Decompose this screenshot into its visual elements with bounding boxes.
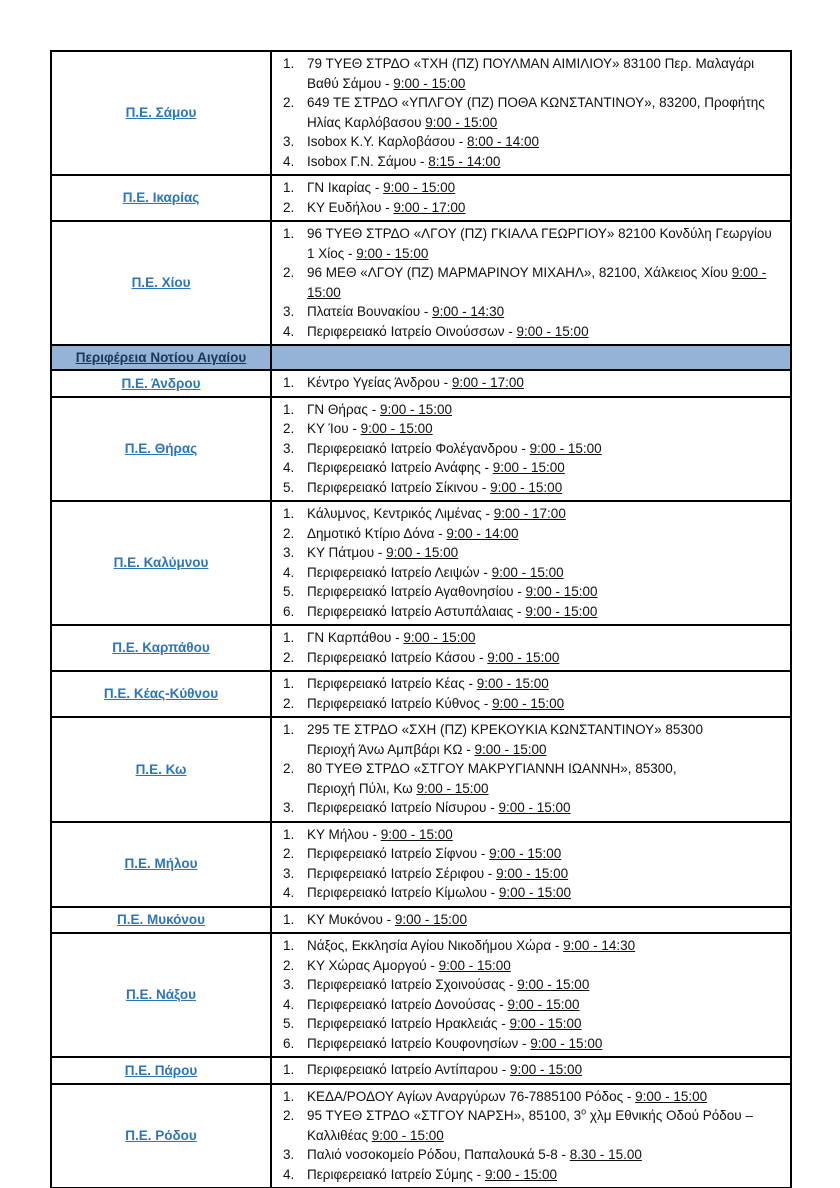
section-header-cell	[52, 346, 272, 369]
region-link[interactable]: Π.Ε. Θήρας	[124, 441, 198, 456]
facility-list	[280, 224, 778, 341]
region-link[interactable]: Π.Ε. Καλύμνου	[113, 555, 209, 571]
facility-hours: 9:00 - 14:30	[563, 938, 636, 953]
facility-item	[280, 198, 778, 218]
facility-item	[280, 956, 778, 976]
facility-text: Παλιό νοσοκομείο Ρόδου, Παπαλουκά 5-8 -	[307, 1147, 570, 1162]
facility-list	[280, 628, 778, 667]
facilities-cell	[272, 672, 790, 716]
facility-text: Περιφερειακό Ιατρείο Κέας -	[307, 676, 477, 691]
region-link[interactable]: Π.Ε. Χίου	[131, 275, 191, 291]
facility-text: Περιφερειακό Ιατρείο Κίμωλου -	[307, 885, 499, 900]
region-cell	[52, 371, 272, 396]
facility-item	[280, 1087, 778, 1107]
facility-hours: 9:00 - 15:00	[490, 479, 563, 495]
facility-hours: 9:00 - 15:00	[484, 1166, 557, 1182]
facility-text: ΚΥ Πάτμου -	[307, 545, 387, 560]
table-row	[52, 396, 790, 501]
facility-item	[280, 798, 778, 818]
region-link[interactable]: Π.Ε. Ικαρίας	[122, 190, 200, 206]
facility-hours: 9:00 - 17:00	[393, 199, 466, 215]
facility-item	[280, 263, 778, 302]
schedule-table	[50, 50, 792, 1188]
table-row	[52, 174, 790, 220]
facility-item	[280, 936, 778, 956]
facility-hours: 9:00 - 15:00	[498, 885, 571, 900]
region-cell	[52, 222, 272, 344]
facility-item	[280, 674, 778, 694]
table-row	[52, 52, 790, 174]
facility-item	[280, 1106, 778, 1145]
region-cell	[52, 908, 272, 933]
facility-hours: 9:00 - 14:00	[446, 525, 519, 541]
facility-hours: 9:00 - 15:00	[425, 114, 498, 130]
region-cell	[52, 823, 272, 906]
facility-text: χλμ Εθνικής Οδού Ρόδου – Καλλιθέας	[307, 1108, 753, 1143]
region-cell	[52, 1085, 272, 1188]
facility-item	[280, 720, 778, 759]
facility-hours: 9:00 - 14:30	[432, 304, 505, 319]
facility-text: Περιφερειακό Ιατρείο Ανάφης -	[307, 460, 493, 475]
region-cell	[52, 52, 272, 174]
facility-hours: 9:00 - 15:00	[394, 911, 467, 927]
facility-hours: 9:00 - 15:00	[476, 676, 549, 691]
section-header-row	[52, 344, 790, 369]
facilities-cell	[272, 1058, 790, 1083]
section-header-empty-cell	[272, 346, 790, 369]
facility-item	[280, 995, 778, 1015]
facility-item	[280, 628, 778, 648]
facility-list	[280, 400, 778, 498]
facility-item	[280, 373, 778, 393]
facility-item	[280, 1060, 778, 1080]
facility-item	[280, 1165, 778, 1185]
facility-item	[280, 883, 778, 903]
facility-hours: 9:00 - 15:00	[530, 1035, 603, 1051]
facility-item	[280, 322, 778, 342]
facility-item	[280, 54, 778, 93]
facility-item	[280, 543, 778, 563]
facility-hours: 9:00 - 15:00	[386, 545, 459, 560]
facility-item	[280, 759, 778, 798]
facility-text: Δημοτικό Κτίριο Δόνα -	[307, 525, 447, 541]
facility-item	[280, 224, 778, 263]
facility-hours: 9:00 - 15:00	[360, 421, 433, 436]
facility-item	[280, 825, 778, 845]
facility-list	[280, 825, 778, 903]
facility-text: Πλατεία Βουνακίου -	[307, 304, 433, 319]
facility-hours: 9:00 - 15:00	[498, 800, 571, 815]
facility-item	[280, 563, 778, 583]
region-link[interactable]: Π.Ε. Μυκόνου	[116, 912, 206, 927]
facility-text: Περιφερειακό Ιατρείο Αγαθονησίου -	[307, 584, 526, 599]
facility-hours: 9:00 - 15:00	[356, 245, 429, 261]
region-link[interactable]: Π.Ε. Καρπάθου	[112, 640, 210, 656]
facility-hours: 9:00 - 15:00	[371, 1127, 444, 1143]
facility-hours: 9:00 - 15:00	[380, 826, 453, 842]
facilities-cell	[272, 908, 790, 933]
facility-hours: 9:00 - 15:00	[491, 564, 564, 580]
facility-hours: 9:00 - 15:00	[489, 846, 562, 861]
facility-text: Περιφερειακό Ιατρείο Κάσου -	[307, 649, 488, 665]
facility-hours: 9:00 - 15:00	[492, 695, 565, 711]
region-link[interactable]: Π.Ε. Σάμου	[125, 105, 197, 121]
facility-item	[280, 93, 778, 132]
facility-text: Περιφερειακό Ιατρείο Νίσυρου -	[307, 800, 499, 815]
facility-list	[280, 1087, 778, 1185]
facility-text: Isobox Κ.Υ. Καρλοβάσου -	[307, 134, 467, 149]
facility-list	[280, 910, 778, 930]
facility-item	[280, 1034, 778, 1054]
facility-hours: 8:15 - 14:00	[428, 153, 501, 169]
facility-hours: 9:00 - 15:00	[438, 957, 511, 973]
facility-hours: 9:00 - 15:00	[474, 741, 547, 757]
facility-list	[280, 1060, 778, 1080]
facilities-cell	[272, 934, 790, 1056]
facility-hours: 9:00 - 15:00	[529, 440, 602, 456]
region-cell	[52, 934, 272, 1056]
facility-text: Isobox Γ.Ν. Σάμου -	[307, 153, 429, 169]
facility-hours: 9:00 - 15:00	[517, 977, 590, 992]
facility-text: 649 ΤΕ ΣΤΡΔΟ «ΥΠΛΓΟΥ (ΠΖ) ΠΟΘΑ ΚΩΝΣΤΑΝΤΙΝΟΥ», 83200, Προφήτης Ηλίας Καρλόβασου	[307, 95, 765, 130]
facility-hours: 9:00 - 15:00	[516, 323, 589, 339]
region-link[interactable]: Π.Ε. Πάρου	[124, 1062, 198, 1078]
facility-item	[280, 582, 778, 602]
facility-item	[280, 439, 778, 459]
facility-hours: 9:00 - 15:00	[403, 630, 476, 645]
facility-text: ΚΕΔΑ/ΡΟΔΟΥ Αγίων Αναργύρων 76-7885100 Ρόδος -	[307, 1088, 636, 1104]
facilities-cell	[272, 398, 790, 501]
region-cell	[52, 626, 272, 670]
facility-item	[280, 602, 778, 622]
facility-text: 96 ΤΥΕΘ ΣΤΡΔΟ «ΛΓΟΥ (ΠΖ) ΓΚΙΑΛΑ ΓΕΩΡΓΙΟΥ» 82100 Κονδύλη Γεωργίου 1 Χίος -	[307, 226, 772, 261]
facility-hours: 8:00 - 14:00	[466, 134, 540, 149]
facility-item	[280, 864, 778, 884]
facilities-cell	[272, 222, 790, 344]
facility-item	[280, 178, 778, 198]
facilities-cell	[272, 52, 790, 174]
facility-hours: 9:00 - 15:00	[487, 649, 560, 665]
facility-hours: 9:00 - 15:00	[525, 584, 598, 599]
facility-text: 79 ΤΥΕΘ ΣΤΡΔΟ «ΤΧΗ (ΠΖ) ΠΟΥΛΜΑΝ ΑΙΜΙΛΙΟΥ» 83100 Περ. Μαλαγάρι Βαθύ Σάμου -	[307, 56, 755, 91]
facility-text: Περιφερειακό Ιατρείο Αστυπάλαιας -	[307, 603, 526, 619]
facilities-cell	[272, 718, 790, 821]
facility-hours: 9:00 - 15:00	[307, 265, 767, 300]
region-link[interactable]: Π.Ε. Κέας-Κύθνου	[103, 686, 219, 702]
facility-text: 96 ΜΕΘ «ΛΓΟΥ (ΠΖ) ΜΑΡΜΑΡΙΝΟΥ ΜΙΧΑΗΛ», 82100, Χάλκειος Χίου	[307, 265, 732, 280]
facility-list	[280, 178, 778, 217]
facility-text: ΓΝ Θήρας -	[307, 401, 380, 417]
facility-hours: 9:00 - 15:00	[510, 1062, 583, 1077]
region-link[interactable]: Π.Ε. Νάξου	[125, 987, 196, 1003]
facility-list	[280, 373, 778, 393]
facilities-cell	[272, 176, 790, 220]
facility-hours: 9:00 - 17:00	[493, 506, 566, 521]
facility-item	[280, 524, 778, 544]
ordinal-superscript: ο	[581, 1106, 587, 1117]
facility-list	[280, 504, 778, 621]
facility-text: Περιφερειακό Ιατρείο Σέριφου -	[307, 865, 497, 881]
table-row	[52, 369, 790, 396]
facility-hours: 9:00 - 15:00	[379, 401, 452, 417]
facility-list	[280, 936, 778, 1053]
facility-text: ΚΥ Ίου -	[307, 421, 361, 436]
facility-hours: 9:00 - 15:00	[416, 780, 489, 796]
region-cell	[52, 1058, 272, 1083]
facilities-cell	[272, 1085, 790, 1188]
facilities-cell	[272, 502, 790, 624]
facility-text: 295 ΤΕ ΣΤΡΔΟ «ΣΧΗ (ΠΖ) ΚΡΕΚΟΥΚΙΑ ΚΩΝΣΤΑΝΤΙΝΟΥ» 85300	[307, 722, 703, 737]
facility-text: Περιφερειακό Ιατρείο Κύθνος -	[307, 695, 493, 711]
facilities-cell	[272, 371, 790, 396]
table-row	[52, 220, 790, 344]
facility-hours: 9:00 - 15:00	[507, 996, 580, 1012]
facility-item	[280, 1014, 778, 1034]
facility-item	[280, 694, 778, 714]
region-link[interactable]: Π.Ε. Ρόδου	[125, 1128, 197, 1143]
facility-text: Περιφερειακό Ιατρείο Αντίπαρου -	[307, 1062, 511, 1077]
facilities-cell	[272, 626, 790, 670]
facility-text: ΚΥ Ευδήλου -	[307, 199, 394, 215]
region-link[interactable]: Π.Ε. Μήλου	[124, 856, 198, 872]
facility-item	[280, 1145, 778, 1165]
facility-hours: 9:00 - 15:00	[393, 75, 466, 91]
table-row	[52, 932, 790, 1056]
facility-item	[280, 458, 778, 478]
facility-item	[280, 844, 778, 864]
facility-hours: 9:00 - 15:00	[383, 180, 456, 195]
facility-text: ΓΝ Καρπάθου -	[307, 630, 404, 645]
facility-list	[280, 54, 778, 171]
facility-item	[280, 302, 778, 322]
facility-text: ΚΥ Μήλου -	[307, 826, 381, 842]
facility-text: Περιφερειακό Ιατρείο Οινούσσων -	[307, 323, 517, 339]
facility-hours: 9:00 - 15:00	[492, 460, 565, 475]
facility-text: ΓΝ Ικαρίας -	[307, 180, 384, 195]
facility-text: Περιφερειακό Ιατρείο Σύμης -	[307, 1166, 485, 1182]
region-link[interactable]: Π.Ε. Κω	[135, 761, 187, 777]
facility-text: Περιφερειακό Ιατρείο Ηρακλειάς -	[307, 1016, 510, 1031]
facility-text: ΚΥ Χώρας Αμοργού -	[307, 957, 439, 973]
table-row	[52, 670, 790, 716]
facility-text: Περιφερειακό Ιατρείο Σχοινούσας -	[307, 977, 518, 992]
facility-item	[280, 132, 778, 152]
facility-text: ΚΥ Μυκόνου -	[307, 911, 395, 927]
facility-item	[280, 419, 778, 439]
table-row	[52, 716, 790, 821]
facility-text: 80 ΤΥΕΘ ΣΤΡΔΟ «ΣΤΓΟΥ ΜΑΚΡΥΓΙΑΝΝΗ ΙΩΑΝΝΗ», 85300,	[307, 761, 677, 776]
facility-hours: 9:00 - 15:00	[635, 1088, 708, 1104]
facility-text: Περιφερειακό Ιατρείο Κουφονησίων -	[307, 1035, 531, 1051]
facility-item	[280, 152, 778, 172]
facility-item	[280, 400, 778, 420]
facility-text: Περιφερειακό Ιατρείο Δονούσας -	[307, 996, 508, 1012]
table-row	[52, 1056, 790, 1083]
facility-item	[280, 648, 778, 668]
facility-text: 95 ΤΥΕΘ ΣΤΡΔΟ «ΣΤΓΟΥ ΝΑΡΣΗ», 85100, 3	[307, 1108, 582, 1123]
table-row	[52, 906, 790, 933]
table-row	[52, 624, 790, 670]
facility-text: Περιοχή Άνω Αμπβάρι ΚΩ -	[307, 741, 475, 757]
region-cell	[52, 176, 272, 220]
table-row	[52, 1083, 790, 1188]
facility-text: Περιφερειακό Ιατρείο Φολέγανδρου -	[307, 440, 530, 456]
table-row	[52, 821, 790, 906]
facility-hours: 9:00 - 15:00	[525, 603, 598, 619]
facility-hours: 9:00 - 17:00	[451, 375, 524, 390]
facility-list	[280, 720, 778, 818]
facility-hours: 9:00 - 15:00	[496, 865, 569, 881]
facility-text: Περιφερειακό Ιατρείο Σίφνου -	[307, 846, 490, 861]
facilities-cell	[272, 823, 790, 906]
facility-item	[280, 478, 778, 498]
region-link[interactable]: Π.Ε. Άνδρου	[121, 375, 201, 391]
region-cell	[52, 502, 272, 624]
section-header-label: Περιφέρεια Νοτίου Αιγαίου	[75, 350, 247, 365]
facility-item	[280, 504, 778, 524]
facility-hours: 9:00 - 15:00	[509, 1016, 582, 1031]
region-cell	[52, 398, 272, 501]
facility-text: Κάλυμνος, Κεντρικός Λιμένας -	[307, 506, 494, 521]
region-cell	[52, 672, 272, 716]
facility-item	[280, 910, 778, 930]
facility-text: Νάξος, Εκκλησία Αγίου Νικοδήμου Χώρα -	[307, 938, 564, 953]
facility-item	[280, 975, 778, 995]
facility-hours: 8.30 - 15.00	[569, 1147, 642, 1162]
facility-text: Περιφερειακό Ιατρείο Σίκινου -	[307, 479, 491, 495]
facility-text: Περιφερειακό Ιατρείο Λειψών -	[307, 564, 492, 580]
table-row	[52, 500, 790, 624]
facility-list	[280, 674, 778, 713]
facility-text: Κέντρο Υγείας Άνδρου -	[307, 375, 452, 390]
facility-text: Περιοχή Πύλι, Κω	[307, 780, 417, 796]
region-cell	[52, 718, 272, 821]
